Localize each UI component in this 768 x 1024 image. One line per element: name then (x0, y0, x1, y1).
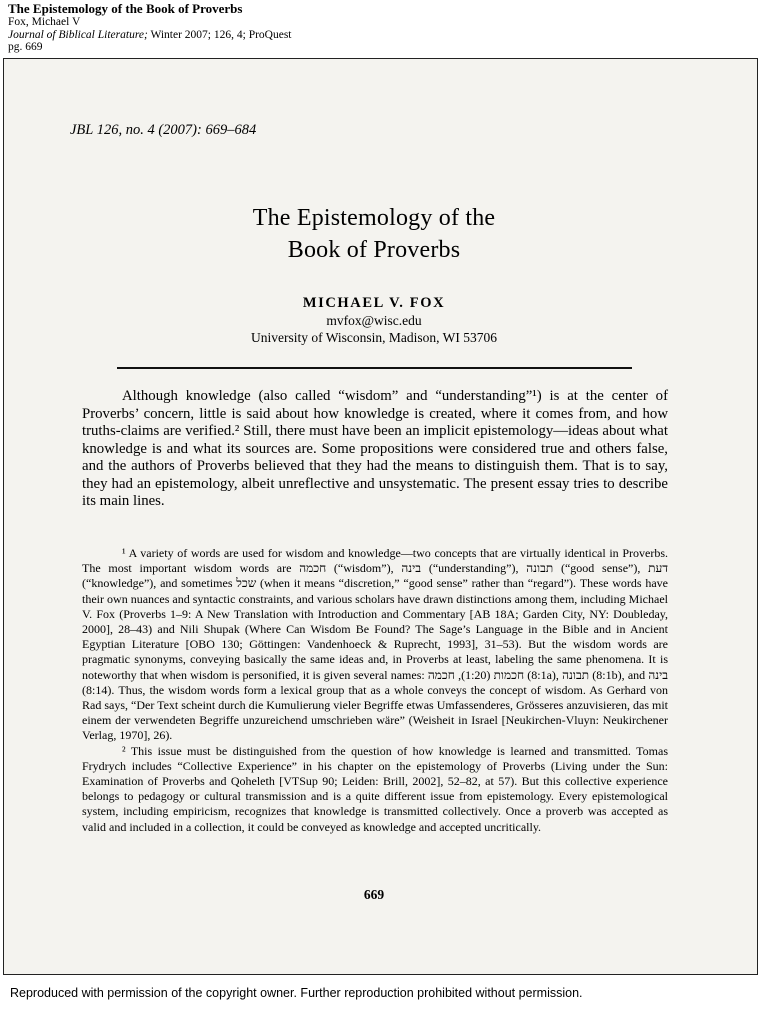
author-email: mvfox@wisc.edu (326, 313, 422, 328)
document-metadata (8, 2, 292, 54)
footnote-1: ¹ A variety of words are used for wisdom and knowledge—two concepts that are virtually identical in Proverbs. The most important wisdom words are חכמה (“wisdom”), בינה (“understanding”), תבונה (“good sense”), דעת (“knowledge”), and sometimes שכל (when it means “discretion,” “good sense” rather than “regard”). These words have their own nuances and syntactic constraints, and various scholars have drawn distinctions among them, including Michael V. Fox (Proverbs 1–9: A New Translation with Introduction and Commentary [AB 18A; Garden City, NY: Doubleday, 2000], 28–43) and Nili Shupak (Where Can Wisdom Be Found? The Sage’s Language in the Bible and in Ancient Egyptian Literature [OBO 130; Göttingen: Vandenhoeck & Ruprecht, 1993], 31–53). But the wisdom words are pragmatic synonyms, conveying basically the same ideas and, in Proverbs at least, labeling the same phenomena. It is noteworthy that when wisdom is personified, it is given several names: חכמות (1:20), חכמה (8:1a), תבונה (8:1b), and בינה (8:14). Thus, the wisdom words form a lexical group that as a whole conveys the concept of wisdom. As Gerhard von Rad says, “Der Text scheint durch die Kumulierung vieler Begriffe etwas Umfassenderes, Grösseres anzuvisieren, das mit einem der verwendeten Begriffe unzureichend umschrieben wäre” (Weisheit in Israel [Neukirchen-Vluyn: Neukirchener Verlag, 1970], 26). (82, 546, 669, 743)
journal-issue: Winter 2007; 126, 4; ProQuest (147, 28, 292, 41)
journal-name: Journal of Biblical Literature; (8, 28, 148, 41)
title-divider (117, 367, 632, 369)
journal-reference: JBL 126, no. 4 (2007): 669–684 (70, 122, 257, 138)
author-name: MICHAEL V. FOX (302, 295, 446, 311)
document-author: Fox, Michael V (8, 16, 81, 28)
document-title: The Epistemology of the Book of Proverbs (8, 1, 243, 16)
copyright-notice: Reproduced with permission of the copyright owner. Further reproduction prohibited without permission. (10, 986, 583, 1000)
document-source (8, 29, 292, 42)
document-page: pg. 669 (8, 41, 43, 53)
footnotes (82, 546, 668, 835)
article-title-line-1: The Epistemology of the (252, 205, 496, 231)
article-title-line-2: Book of Proverbs (287, 237, 461, 263)
author-institution: University of Wisconsin, Madison, WI 53706 (250, 330, 498, 345)
scanned-page (3, 58, 758, 975)
page-number: 669 (363, 887, 385, 902)
footnote-2: ² This issue must be distinguished from the question of how knowledge is learned and transmitted. Tomas Frydrych includes “Collective Experience” in his chapter on the epistemology of Proverbs (Living under the Sun: Examination of Proverbs and Qoheleth [VTSup 90; Leiden: Brill, 2002], 52–82, at 57). But this collective experience belongs to pedagogy or cultural transmission and is a quite different issue from epistemology. Every epistemological system, including empiricism, recognizes that knowledge is transmitted collectively. Once a proverb was accepted as valid and included in a collection, it could be conveyed as knowledge and accepted uncritically. (82, 743, 668, 834)
body-paragraph: Although knowledge (also called “wisdom” and “understanding”¹) is at the center of Proverbs’ concern, little is said about how knowledge is created, where it comes from, and how truths-claims are verified.² Still, there must have been an implicit epistemology—ideas about what knowledge is and what its sources are. Some propositions were considered true and others false, and the authors of Proverbs believed that they had the means to distinguish them. That is to say, they had an epistemology, albeit unreflective and unsystematic. The present essay tries to describe its main lines. (82, 388, 668, 509)
